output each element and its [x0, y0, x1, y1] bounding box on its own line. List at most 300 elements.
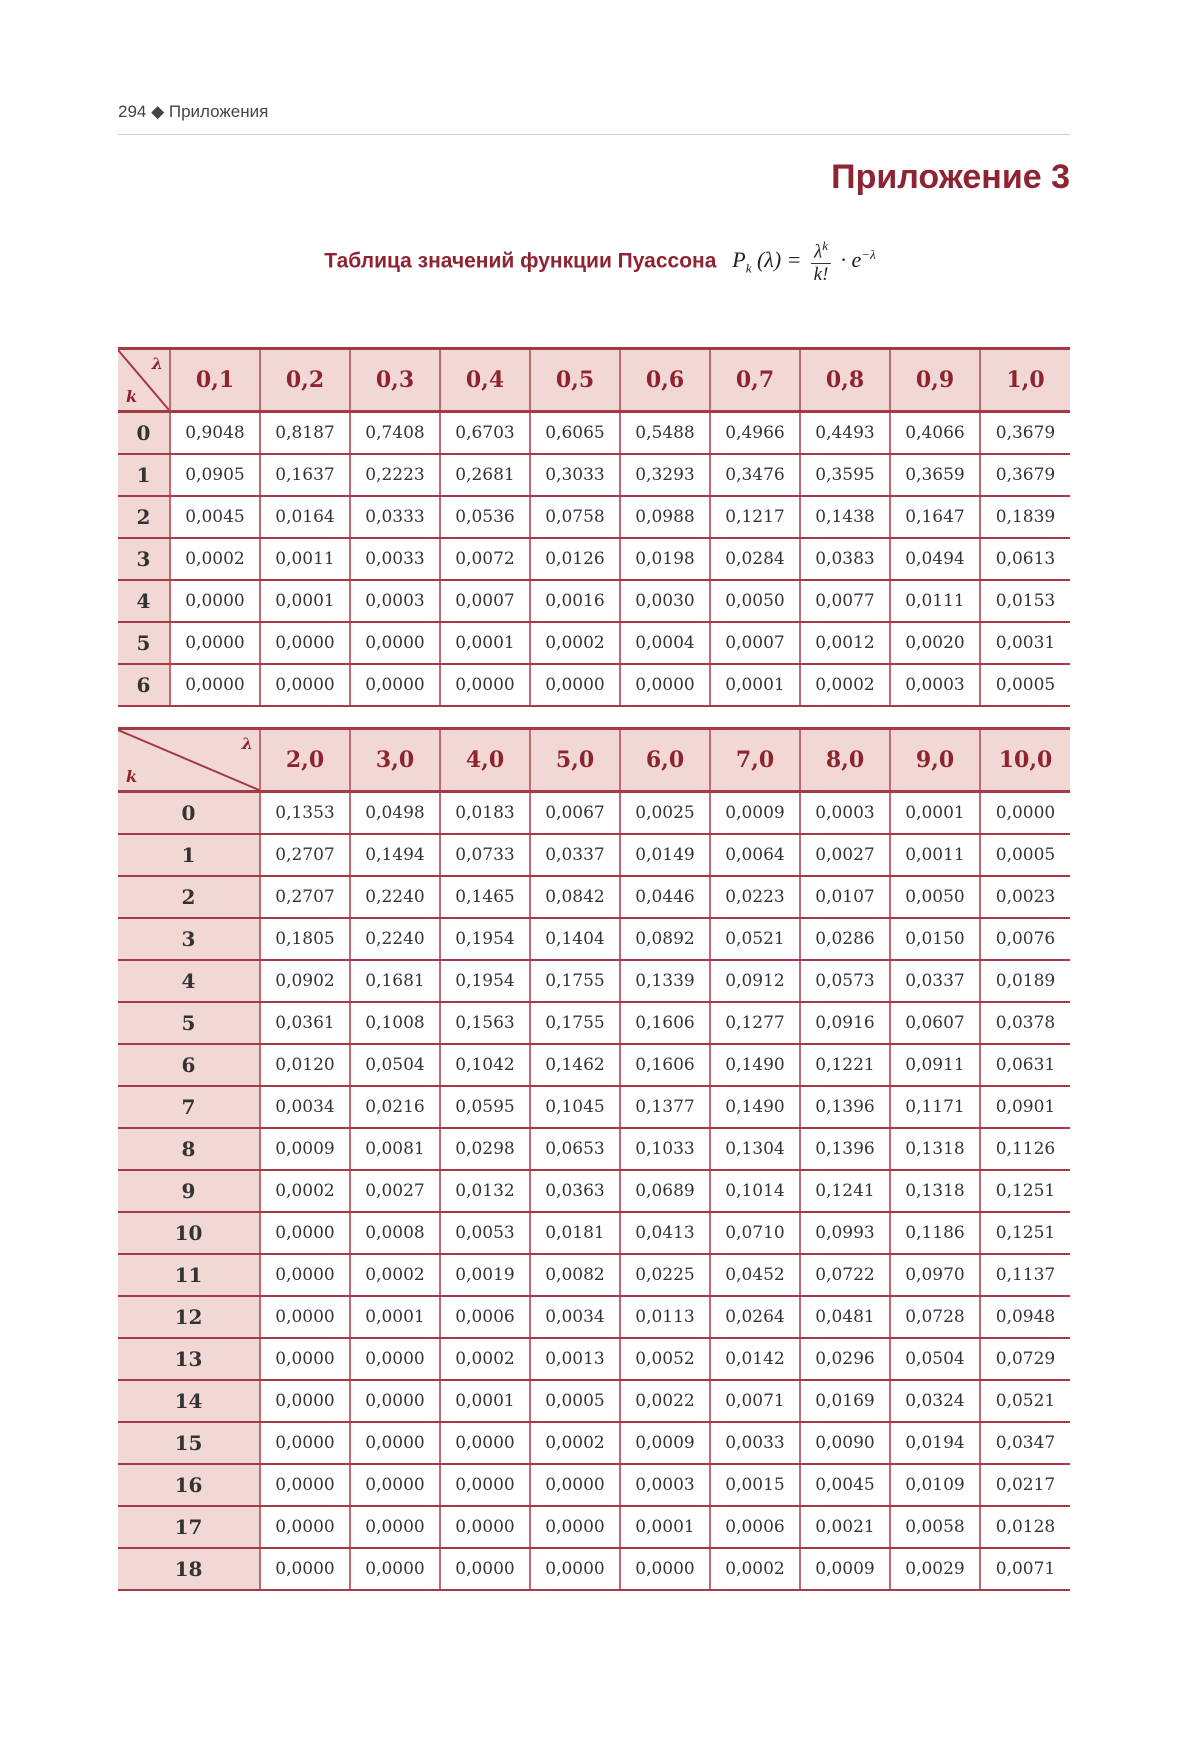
probability-cell: 0,0004 — [620, 622, 710, 664]
probability-cell: 0,1465 — [440, 876, 530, 918]
probability-cell: 0,0000 — [350, 1422, 440, 1464]
probability-cell: 0,1186 — [890, 1212, 980, 1254]
probability-cell: 0,4493 — [800, 412, 890, 455]
probability-cell: 0,0000 — [350, 1380, 440, 1422]
probability-cell: 0,0012 — [800, 622, 890, 664]
probability-cell: 0,0002 — [800, 664, 890, 706]
probability-cell: 0,0000 — [440, 1548, 530, 1590]
probability-cell: 0,0324 — [890, 1380, 980, 1422]
k-value-cell: 3 — [118, 538, 170, 580]
probability-cell: 0,0361 — [260, 1002, 350, 1044]
probability-cell: 0,1647 — [890, 496, 980, 538]
probability-cell: 0,1755 — [530, 1002, 620, 1044]
formula-numerator: $\lambda^k$ — [811, 238, 831, 264]
probability-cell: 0,0363 — [530, 1170, 620, 1212]
probability-cell: 0,0264 — [710, 1296, 800, 1338]
probability-cell: 0,0033 — [710, 1422, 800, 1464]
corner-lambda-label: λ — [241, 734, 253, 753]
probability-cell: 0,0948 — [980, 1296, 1070, 1338]
probability-cell: 0,1438 — [800, 496, 890, 538]
k-value-cell: 0 — [118, 792, 260, 835]
probability-cell: 0,0031 — [980, 622, 1070, 664]
table-row — [118, 960, 1070, 1002]
probability-cell: 0,0298 — [440, 1128, 530, 1170]
lambda-header: 7,0 — [710, 729, 800, 792]
probability-cell: 0,1681 — [350, 960, 440, 1002]
probability-cell: 0,0481 — [800, 1296, 890, 1338]
probability-cell: 0,0000 — [350, 664, 440, 706]
probability-cell: 0,0916 — [800, 1002, 890, 1044]
probability-cell: 0,0005 — [980, 834, 1070, 876]
probability-cell: 0,3595 — [800, 454, 890, 496]
probability-cell: 0,0225 — [620, 1254, 710, 1296]
probability-cell: 0,0446 — [620, 876, 710, 918]
probability-cell: 0,2707 — [260, 834, 350, 876]
probability-cell: 0,0027 — [800, 834, 890, 876]
header-rule — [118, 134, 1070, 135]
probability-cell: 0,0076 — [980, 918, 1070, 960]
probability-cell: 0,0009 — [710, 792, 800, 835]
table-row — [118, 1086, 1070, 1128]
probability-cell: 0,0286 — [800, 918, 890, 960]
probability-cell: 0,1241 — [800, 1170, 890, 1212]
probability-cell: 0,0000 — [260, 1338, 350, 1380]
probability-cell: 0,1637 — [260, 454, 350, 496]
probability-cell: 0,0111 — [890, 580, 980, 622]
probability-cell: 0,0347 — [980, 1422, 1070, 1464]
probability-cell: 0,0030 — [620, 580, 710, 622]
probability-cell: 0,0009 — [620, 1422, 710, 1464]
probability-cell: 0,0181 — [530, 1212, 620, 1254]
probability-cell: 0,0296 — [800, 1338, 890, 1380]
probability-cell: 0,0494 — [890, 538, 980, 580]
probability-cell: 0,0067 — [530, 792, 620, 835]
probability-cell: 0,0607 — [890, 1002, 980, 1044]
probability-cell: 0,0019 — [440, 1254, 530, 1296]
probability-cell: 0,2223 — [350, 454, 440, 496]
probability-cell: 0,0000 — [260, 1380, 350, 1422]
probability-cell: 0,0613 — [980, 538, 1070, 580]
probability-cell: 0,1045 — [530, 1086, 620, 1128]
probability-cell: 0,3679 — [980, 454, 1070, 496]
probability-cell: 0,0052 — [620, 1338, 710, 1380]
probability-cell: 0,0000 — [260, 1422, 350, 1464]
k-value-cell: 18 — [118, 1548, 260, 1590]
table-row — [118, 1128, 1070, 1170]
table-row — [118, 622, 1070, 664]
probability-cell: 0,0000 — [440, 1506, 530, 1548]
table-caption — [0, 238, 1200, 286]
probability-cell: 0,1217 — [710, 496, 800, 538]
probability-cell: 0,0023 — [980, 876, 1070, 918]
k-value-cell: 4 — [118, 960, 260, 1002]
probability-cell: 0,0000 — [350, 622, 440, 664]
probability-cell: 0,0000 — [260, 1548, 350, 1590]
probability-cell: 0,0000 — [980, 792, 1070, 835]
probability-cell: 0,4966 — [710, 412, 800, 455]
probability-cell: 0,0722 — [800, 1254, 890, 1296]
probability-cell: 0,0337 — [530, 834, 620, 876]
table-header-row — [118, 349, 1070, 412]
lambda-header: 0,9 — [890, 349, 980, 412]
probability-cell: 0,0001 — [260, 580, 350, 622]
table-row — [118, 1380, 1070, 1422]
probability-cell: 0,0002 — [530, 1422, 620, 1464]
table-row — [118, 1170, 1070, 1212]
k-value-cell: 6 — [118, 1044, 260, 1086]
probability-cell: 0,0002 — [260, 1170, 350, 1212]
probability-cell: 0,0988 — [620, 496, 710, 538]
lambda-header: 6,0 — [620, 729, 710, 792]
probability-cell: 0,6703 — [440, 412, 530, 455]
probability-cell: 0,0498 — [350, 792, 440, 835]
formula-arg: (λ) = — [756, 247, 802, 273]
probability-cell: 0,8187 — [260, 412, 350, 455]
probability-cell: 0,0001 — [440, 622, 530, 664]
probability-cell: 0,0521 — [980, 1380, 1070, 1422]
poisson-formula — [732, 238, 875, 286]
probability-cell: 0,9048 — [170, 412, 260, 455]
probability-cell: 0,1377 — [620, 1086, 710, 1128]
probability-cell: 0,0077 — [800, 580, 890, 622]
probability-cell: 0,1318 — [890, 1170, 980, 1212]
probability-cell: 0,0216 — [350, 1086, 440, 1128]
lambda-header: 4,0 — [440, 729, 530, 792]
table-row — [118, 454, 1070, 496]
formula-lhs: P — [732, 247, 746, 273]
probability-cell: 0,0090 — [800, 1422, 890, 1464]
probability-cell: 0,0000 — [260, 622, 350, 664]
lambda-header: 0,7 — [710, 349, 800, 412]
probability-cell: 0,0045 — [800, 1464, 890, 1506]
k-value-cell: 9 — [118, 1170, 260, 1212]
probability-cell: 0,0011 — [890, 834, 980, 876]
probability-cell: 0,1014 — [710, 1170, 800, 1212]
probability-cell: 0,0020 — [890, 622, 980, 664]
probability-cell: 0,0733 — [440, 834, 530, 876]
probability-cell: 0,1606 — [620, 1002, 710, 1044]
probability-cell: 0,0521 — [710, 918, 800, 960]
probability-cell: 0,1954 — [440, 918, 530, 960]
table-row — [118, 1548, 1070, 1590]
probability-cell: 0,0223 — [710, 876, 800, 918]
k-value-cell: 14 — [118, 1380, 260, 1422]
probability-cell: 0,2707 — [260, 876, 350, 918]
probability-cell: 0,0006 — [440, 1296, 530, 1338]
probability-cell: 0,1033 — [620, 1128, 710, 1170]
lambda-header: 0,4 — [440, 349, 530, 412]
probability-cell: 0,0970 — [890, 1254, 980, 1296]
probability-cell: 0,0150 — [890, 918, 980, 960]
probability-cell: 0,0000 — [260, 664, 350, 706]
probability-cell: 0,0905 — [170, 454, 260, 496]
probability-cell: 0,0149 — [620, 834, 710, 876]
probability-cell: 0,0912 — [710, 960, 800, 1002]
lambda-header: 10,0 — [980, 729, 1070, 792]
probability-cell: 0,0001 — [440, 1380, 530, 1422]
probability-cell: 0,1839 — [980, 496, 1070, 538]
k-value-cell: 4 — [118, 580, 170, 622]
probability-cell: 0,2240 — [350, 918, 440, 960]
table-row — [118, 412, 1070, 455]
corner-k-label: k — [126, 767, 138, 786]
lambda-header: 3,0 — [350, 729, 440, 792]
probability-cell: 0,0082 — [530, 1254, 620, 1296]
probability-cell: 0,1396 — [800, 1086, 890, 1128]
k-value-cell: 10 — [118, 1212, 260, 1254]
probability-cell: 0,0504 — [890, 1338, 980, 1380]
lambda-header: 2,0 — [260, 729, 350, 792]
probability-cell: 0,1805 — [260, 918, 350, 960]
probability-cell: 0,1494 — [350, 834, 440, 876]
probability-cell: 0,0000 — [530, 664, 620, 706]
k-value-cell: 0 — [118, 412, 170, 455]
k-value-cell: 1 — [118, 834, 260, 876]
probability-cell: 0,0058 — [890, 1506, 980, 1548]
corner-lambda-label: λ — [151, 354, 163, 373]
probability-cell: 0,1126 — [980, 1128, 1070, 1170]
table-row — [118, 834, 1070, 876]
probability-cell: 0,1606 — [620, 1044, 710, 1086]
table-row — [118, 918, 1070, 960]
lambda-header: 0,3 — [350, 349, 440, 412]
probability-cell: 0,5488 — [620, 412, 710, 455]
table-row — [118, 792, 1070, 835]
probability-cell: 0,0194 — [890, 1422, 980, 1464]
k-value-cell: 2 — [118, 496, 170, 538]
k-value-cell: 13 — [118, 1338, 260, 1380]
probability-cell: 0,0009 — [800, 1548, 890, 1590]
k-value-cell: 12 — [118, 1296, 260, 1338]
probability-cell: 0,0183 — [440, 792, 530, 835]
probability-cell: 0,0027 — [350, 1170, 440, 1212]
probability-cell: 0,0631 — [980, 1044, 1070, 1086]
probability-cell: 0,0000 — [260, 1464, 350, 1506]
probability-cell: 0,0000 — [260, 1254, 350, 1296]
corner-k-label: k — [126, 387, 138, 406]
probability-cell: 0,0002 — [440, 1338, 530, 1380]
probability-cell: 0,0007 — [440, 580, 530, 622]
k-value-cell: 17 — [118, 1506, 260, 1548]
probability-cell: 0,1277 — [710, 1002, 800, 1044]
poisson-table-large-lambda — [118, 727, 1070, 1591]
formula-denominator: k! — [813, 264, 829, 286]
table-row — [118, 1002, 1070, 1044]
probability-cell: 0,0071 — [710, 1380, 800, 1422]
probability-cell: 0,0153 — [980, 580, 1070, 622]
probability-cell: 0,0000 — [530, 1464, 620, 1506]
probability-cell: 0,0029 — [890, 1548, 980, 1590]
probability-cell: 0,0000 — [620, 1548, 710, 1590]
probability-cell: 0,0198 — [620, 538, 710, 580]
probability-cell: 0,1137 — [980, 1254, 1070, 1296]
probability-cell: 0,0045 — [170, 496, 260, 538]
probability-cell: 0,0120 — [260, 1044, 350, 1086]
probability-cell: 0,0000 — [440, 1422, 530, 1464]
probability-cell: 0,1008 — [350, 1002, 440, 1044]
k-value-cell: 11 — [118, 1254, 260, 1296]
probability-cell: 0,0000 — [260, 1212, 350, 1254]
table-row — [118, 1044, 1070, 1086]
probability-cell: 0,0033 — [350, 538, 440, 580]
table-row — [118, 1422, 1070, 1464]
probability-cell: 0,0053 — [440, 1212, 530, 1254]
probability-cell: 0,1251 — [980, 1170, 1070, 1212]
probability-cell: 0,0002 — [350, 1254, 440, 1296]
probability-cell: 0,0142 — [710, 1338, 800, 1380]
probability-cell: 0,0842 — [530, 876, 620, 918]
lambda-header: 0,1 — [170, 349, 260, 412]
probability-cell: 0,0132 — [440, 1170, 530, 1212]
k-value-cell: 3 — [118, 918, 260, 960]
formula-tail: · e — [840, 247, 862, 273]
formula-fraction — [811, 238, 831, 286]
probability-cell: 0,1042 — [440, 1044, 530, 1086]
probability-cell: 0,0064 — [710, 834, 800, 876]
probability-cell: 0,0009 — [260, 1128, 350, 1170]
probability-cell: 0,0728 — [890, 1296, 980, 1338]
probability-cell: 0,0001 — [890, 792, 980, 835]
probability-cell: 0,0333 — [350, 496, 440, 538]
probability-cell: 0,0595 — [440, 1086, 530, 1128]
probability-cell: 0,0003 — [620, 1464, 710, 1506]
probability-cell: 0,1755 — [530, 960, 620, 1002]
table-row — [118, 1506, 1070, 1548]
probability-cell: 0,0993 — [800, 1212, 890, 1254]
probability-cell: 0,0003 — [350, 580, 440, 622]
probability-cell: 0,0000 — [440, 664, 530, 706]
table-row — [118, 1212, 1070, 1254]
probability-cell: 0,4066 — [890, 412, 980, 455]
probability-cell: 0,0013 — [530, 1338, 620, 1380]
k-value-cell: 7 — [118, 1086, 260, 1128]
table-row — [118, 1254, 1070, 1296]
probability-cell: 0,2240 — [350, 876, 440, 918]
probability-cell: 0,0000 — [170, 622, 260, 664]
probability-cell: 0,0034 — [530, 1296, 620, 1338]
k-value-cell: 8 — [118, 1128, 260, 1170]
probability-cell: 0,0536 — [440, 496, 530, 538]
probability-cell: 0,0337 — [890, 960, 980, 1002]
probability-cell: 0,0902 — [260, 960, 350, 1002]
probability-cell: 0,0002 — [530, 622, 620, 664]
probability-cell: 0,0011 — [260, 538, 350, 580]
lambda-header: 0,2 — [260, 349, 350, 412]
probability-cell: 0,0000 — [350, 1548, 440, 1590]
probability-cell: 0,2681 — [440, 454, 530, 496]
probability-cell: 0,0025 — [620, 792, 710, 835]
probability-cell: 0,0003 — [890, 664, 980, 706]
probability-cell: 0,1171 — [890, 1086, 980, 1128]
probability-cell: 0,0001 — [710, 664, 800, 706]
probability-cell: 0,3293 — [620, 454, 710, 496]
probability-cell: 0,0284 — [710, 538, 800, 580]
probability-cell: 0,1396 — [800, 1128, 890, 1170]
running-head: 294 ◆ Приложения — [118, 102, 269, 121]
k-value-cell: 5 — [118, 1002, 260, 1044]
probability-cell: 0,0000 — [440, 1464, 530, 1506]
probability-cell: 0,0000 — [350, 1338, 440, 1380]
probability-cell: 0,0000 — [260, 1506, 350, 1548]
k-value-cell: 15 — [118, 1422, 260, 1464]
probability-cell: 0,1490 — [710, 1044, 800, 1086]
lambda-header: 8,0 — [800, 729, 890, 792]
probability-cell: 0,0729 — [980, 1338, 1070, 1380]
probability-cell: 0,0001 — [350, 1296, 440, 1338]
probability-cell: 0,0081 — [350, 1128, 440, 1170]
probability-cell: 0,0007 — [710, 622, 800, 664]
probability-cell: 0,0107 — [800, 876, 890, 918]
formula-sub: k — [745, 260, 752, 276]
probability-cell: 0,1462 — [530, 1044, 620, 1086]
probability-cell: 0,0113 — [620, 1296, 710, 1338]
table-row — [118, 1338, 1070, 1380]
k-value-cell: 5 — [118, 622, 170, 664]
probability-cell: 0,0002 — [710, 1548, 800, 1590]
probability-cell: 0,0653 — [530, 1128, 620, 1170]
probability-cell: 0,0378 — [980, 1002, 1070, 1044]
table-row — [118, 496, 1070, 538]
probability-cell: 0,0892 — [620, 918, 710, 960]
probability-cell: 0,0109 — [890, 1464, 980, 1506]
lambda-header: 0,6 — [620, 349, 710, 412]
probability-cell: 0,0911 — [890, 1044, 980, 1086]
probability-cell: 0,0000 — [620, 664, 710, 706]
probability-cell: 0,0689 — [620, 1170, 710, 1212]
probability-cell: 0,0504 — [350, 1044, 440, 1086]
probability-cell: 0,0128 — [980, 1506, 1070, 1548]
probability-cell: 0,0003 — [800, 792, 890, 835]
probability-cell: 0,1339 — [620, 960, 710, 1002]
probability-cell: 0,0015 — [710, 1464, 800, 1506]
probability-cell: 0,3033 — [530, 454, 620, 496]
probability-cell: 0,0164 — [260, 496, 350, 538]
probability-cell: 0,0573 — [800, 960, 890, 1002]
lambda-header: 5,0 — [530, 729, 620, 792]
probability-cell: 0,0758 — [530, 496, 620, 538]
probability-cell: 0,0000 — [260, 1296, 350, 1338]
probability-cell: 0,0383 — [800, 538, 890, 580]
k-value-cell: 6 — [118, 664, 170, 706]
probability-cell: 0,0016 — [530, 580, 620, 622]
probability-cell: 0,0901 — [980, 1086, 1070, 1128]
probability-cell: 0,0021 — [800, 1506, 890, 1548]
k-value-cell: 16 — [118, 1464, 260, 1506]
probability-cell: 0,0413 — [620, 1212, 710, 1254]
caption-text: Таблица значений функции Пуассона — [324, 249, 717, 273]
table-row — [118, 538, 1070, 580]
probability-cell: 0,3679 — [980, 412, 1070, 455]
probability-cell: 0,0001 — [620, 1506, 710, 1548]
lambda-header: 9,0 — [890, 729, 980, 792]
probability-cell: 0,0006 — [710, 1506, 800, 1548]
probability-cell: 0,0217 — [980, 1464, 1070, 1506]
table-row — [118, 580, 1070, 622]
probability-cell: 0,0002 — [170, 538, 260, 580]
poisson-table-small-lambda — [118, 347, 1070, 707]
table-row — [118, 876, 1070, 918]
probability-cell: 0,0000 — [530, 1548, 620, 1590]
k-value-cell: 2 — [118, 876, 260, 918]
probability-cell: 0,6065 — [530, 412, 620, 455]
probability-cell: 0,1404 — [530, 918, 620, 960]
probability-cell: 0,1304 — [710, 1128, 800, 1170]
probability-cell: 0,0050 — [890, 876, 980, 918]
probability-cell: 0,1318 — [890, 1128, 980, 1170]
corner-cell — [118, 349, 170, 412]
table-header-row — [118, 729, 1070, 792]
lambda-header: 1,0 — [980, 349, 1070, 412]
